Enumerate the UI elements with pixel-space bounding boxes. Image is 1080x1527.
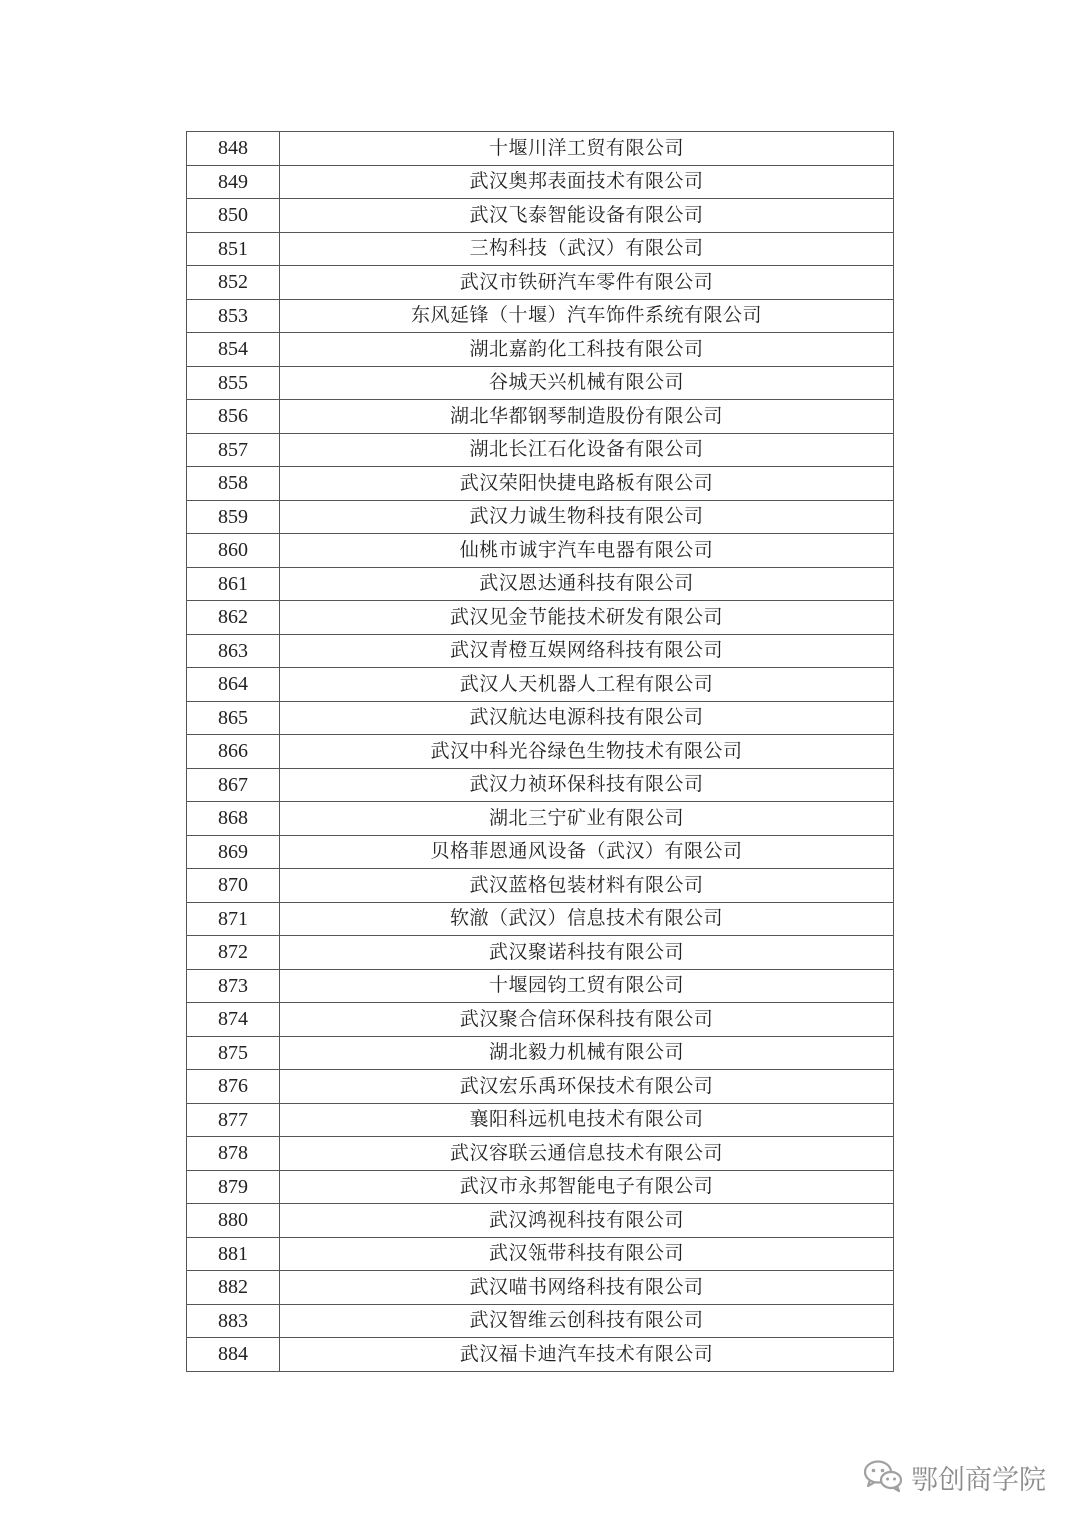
company-name: 武汉市铁研汽车零件有限公司 xyxy=(280,266,894,300)
company-name: 三构科技（武汉）有限公司 xyxy=(280,232,894,266)
table-row xyxy=(187,1237,894,1271)
row-number: 861 xyxy=(187,567,280,601)
row-number: 853 xyxy=(187,299,280,333)
row-number: 857 xyxy=(187,433,280,467)
company-name: 武汉智维云创科技有限公司 xyxy=(280,1304,894,1338)
row-number: 865 xyxy=(187,701,280,735)
company-name: 湖北长江石化设备有限公司 xyxy=(280,433,894,467)
table-row xyxy=(187,132,894,166)
row-number: 850 xyxy=(187,199,280,233)
table-row xyxy=(187,634,894,668)
table-row xyxy=(187,1271,894,1305)
table-row xyxy=(187,902,894,936)
row-number: 876 xyxy=(187,1070,280,1104)
row-number: 858 xyxy=(187,467,280,501)
row-number: 872 xyxy=(187,936,280,970)
row-number: 848 xyxy=(187,132,280,166)
company-name: 武汉恩达通科技有限公司 xyxy=(280,567,894,601)
table-row xyxy=(187,735,894,769)
table-row xyxy=(187,1170,894,1204)
table-row xyxy=(187,701,894,735)
row-number: 879 xyxy=(187,1170,280,1204)
company-name: 武汉市永邦智能电子有限公司 xyxy=(280,1170,894,1204)
company-name: 武汉青橙互娱网络科技有限公司 xyxy=(280,634,894,668)
company-name: 武汉聚诺科技有限公司 xyxy=(280,936,894,970)
table-row xyxy=(187,869,894,903)
company-name: 湖北毅力机械有限公司 xyxy=(280,1036,894,1070)
row-number: 856 xyxy=(187,400,280,434)
row-number: 869 xyxy=(187,835,280,869)
company-name: 武汉中科光谷绿色生物技术有限公司 xyxy=(280,735,894,769)
table-row xyxy=(187,768,894,802)
company-name: 东风延锋（十堰）汽车饰件系统有限公司 xyxy=(280,299,894,333)
company-name: 贝格菲恩通风设备（武汉）有限公司 xyxy=(280,835,894,869)
row-number: 851 xyxy=(187,232,280,266)
row-number: 873 xyxy=(187,969,280,1003)
table-row xyxy=(187,500,894,534)
company-name: 武汉飞泰智能设备有限公司 xyxy=(280,199,894,233)
table-row xyxy=(187,1137,894,1171)
company-name: 武汉宏乐禹环保技术有限公司 xyxy=(280,1070,894,1104)
company-name: 武汉人天机器人工程有限公司 xyxy=(280,668,894,702)
row-number: 884 xyxy=(187,1338,280,1372)
company-name: 湖北华都钢琴制造股份有限公司 xyxy=(280,400,894,434)
table-row xyxy=(187,1070,894,1104)
row-number: 863 xyxy=(187,634,280,668)
company-name: 武汉聚合信环保科技有限公司 xyxy=(280,1003,894,1037)
table-row xyxy=(187,165,894,199)
row-number: 874 xyxy=(187,1003,280,1037)
company-name: 武汉奥邦表面技术有限公司 xyxy=(280,165,894,199)
table-row xyxy=(187,333,894,367)
row-number: 881 xyxy=(187,1237,280,1271)
company-name: 湖北嘉韵化工科技有限公司 xyxy=(280,333,894,367)
table-row xyxy=(187,802,894,836)
company-name: 武汉荣阳快捷电路板有限公司 xyxy=(280,467,894,501)
row-number: 868 xyxy=(187,802,280,836)
table-row xyxy=(187,266,894,300)
table-row xyxy=(187,299,894,333)
company-name: 武汉航达电源科技有限公司 xyxy=(280,701,894,735)
row-number: 883 xyxy=(187,1304,280,1338)
table-row xyxy=(187,1304,894,1338)
row-number: 875 xyxy=(187,1036,280,1070)
table-row xyxy=(187,1003,894,1037)
table-row xyxy=(187,567,894,601)
row-number: 860 xyxy=(187,534,280,568)
company-name: 武汉见金节能技术研发有限公司 xyxy=(280,601,894,635)
table-row xyxy=(187,199,894,233)
company-name: 武汉瓴带科技有限公司 xyxy=(280,1237,894,1271)
company-name: 十堰园钧工贸有限公司 xyxy=(280,969,894,1003)
row-number: 867 xyxy=(187,768,280,802)
row-number: 880 xyxy=(187,1204,280,1238)
table-row xyxy=(187,969,894,1003)
table-row xyxy=(187,433,894,467)
table-body xyxy=(187,132,894,1372)
company-name: 武汉力祯环保科技有限公司 xyxy=(280,768,894,802)
table-row xyxy=(187,835,894,869)
company-name: 武汉蓝格包装材料有限公司 xyxy=(280,869,894,903)
row-number: 871 xyxy=(187,902,280,936)
row-number: 877 xyxy=(187,1103,280,1137)
company-list-table xyxy=(186,131,894,1372)
row-number: 870 xyxy=(187,869,280,903)
row-number: 849 xyxy=(187,165,280,199)
company-name: 襄阳科远机电技术有限公司 xyxy=(280,1103,894,1137)
watermark xyxy=(863,1458,1046,1497)
table-row xyxy=(187,601,894,635)
company-name: 仙桃市诚宇汽车电器有限公司 xyxy=(280,534,894,568)
row-number: 859 xyxy=(187,500,280,534)
wechat-icon xyxy=(863,1459,903,1497)
row-number: 854 xyxy=(187,333,280,367)
table-row xyxy=(187,1338,894,1372)
table-row xyxy=(187,1103,894,1137)
company-name: 十堰川洋工贸有限公司 xyxy=(280,132,894,166)
table-row xyxy=(187,936,894,970)
company-name: 软澈（武汉）信息技术有限公司 xyxy=(280,902,894,936)
table-row xyxy=(187,467,894,501)
row-number: 878 xyxy=(187,1137,280,1171)
company-name: 谷城天兴机械有限公司 xyxy=(280,366,894,400)
table-row xyxy=(187,534,894,568)
watermark-text: 鄂创商学院 xyxy=(911,1465,1046,1496)
table-row xyxy=(187,1036,894,1070)
company-name: 武汉力诚生物科技有限公司 xyxy=(280,500,894,534)
company-name: 武汉容联云通信息技术有限公司 xyxy=(280,1137,894,1171)
table-row xyxy=(187,400,894,434)
row-number: 855 xyxy=(187,366,280,400)
row-number: 882 xyxy=(187,1271,280,1305)
table-row xyxy=(187,668,894,702)
company-name: 武汉福卡迪汽车技术有限公司 xyxy=(280,1338,894,1372)
table-row xyxy=(187,232,894,266)
row-number: 864 xyxy=(187,668,280,702)
company-name: 武汉鸿视科技有限公司 xyxy=(280,1204,894,1238)
company-name: 武汉喵书网络科技有限公司 xyxy=(280,1271,894,1305)
row-number: 862 xyxy=(187,601,280,635)
table-row xyxy=(187,1204,894,1238)
table-row xyxy=(187,366,894,400)
company-name: 湖北三宁矿业有限公司 xyxy=(280,802,894,836)
row-number: 852 xyxy=(187,266,280,300)
row-number: 866 xyxy=(187,735,280,769)
